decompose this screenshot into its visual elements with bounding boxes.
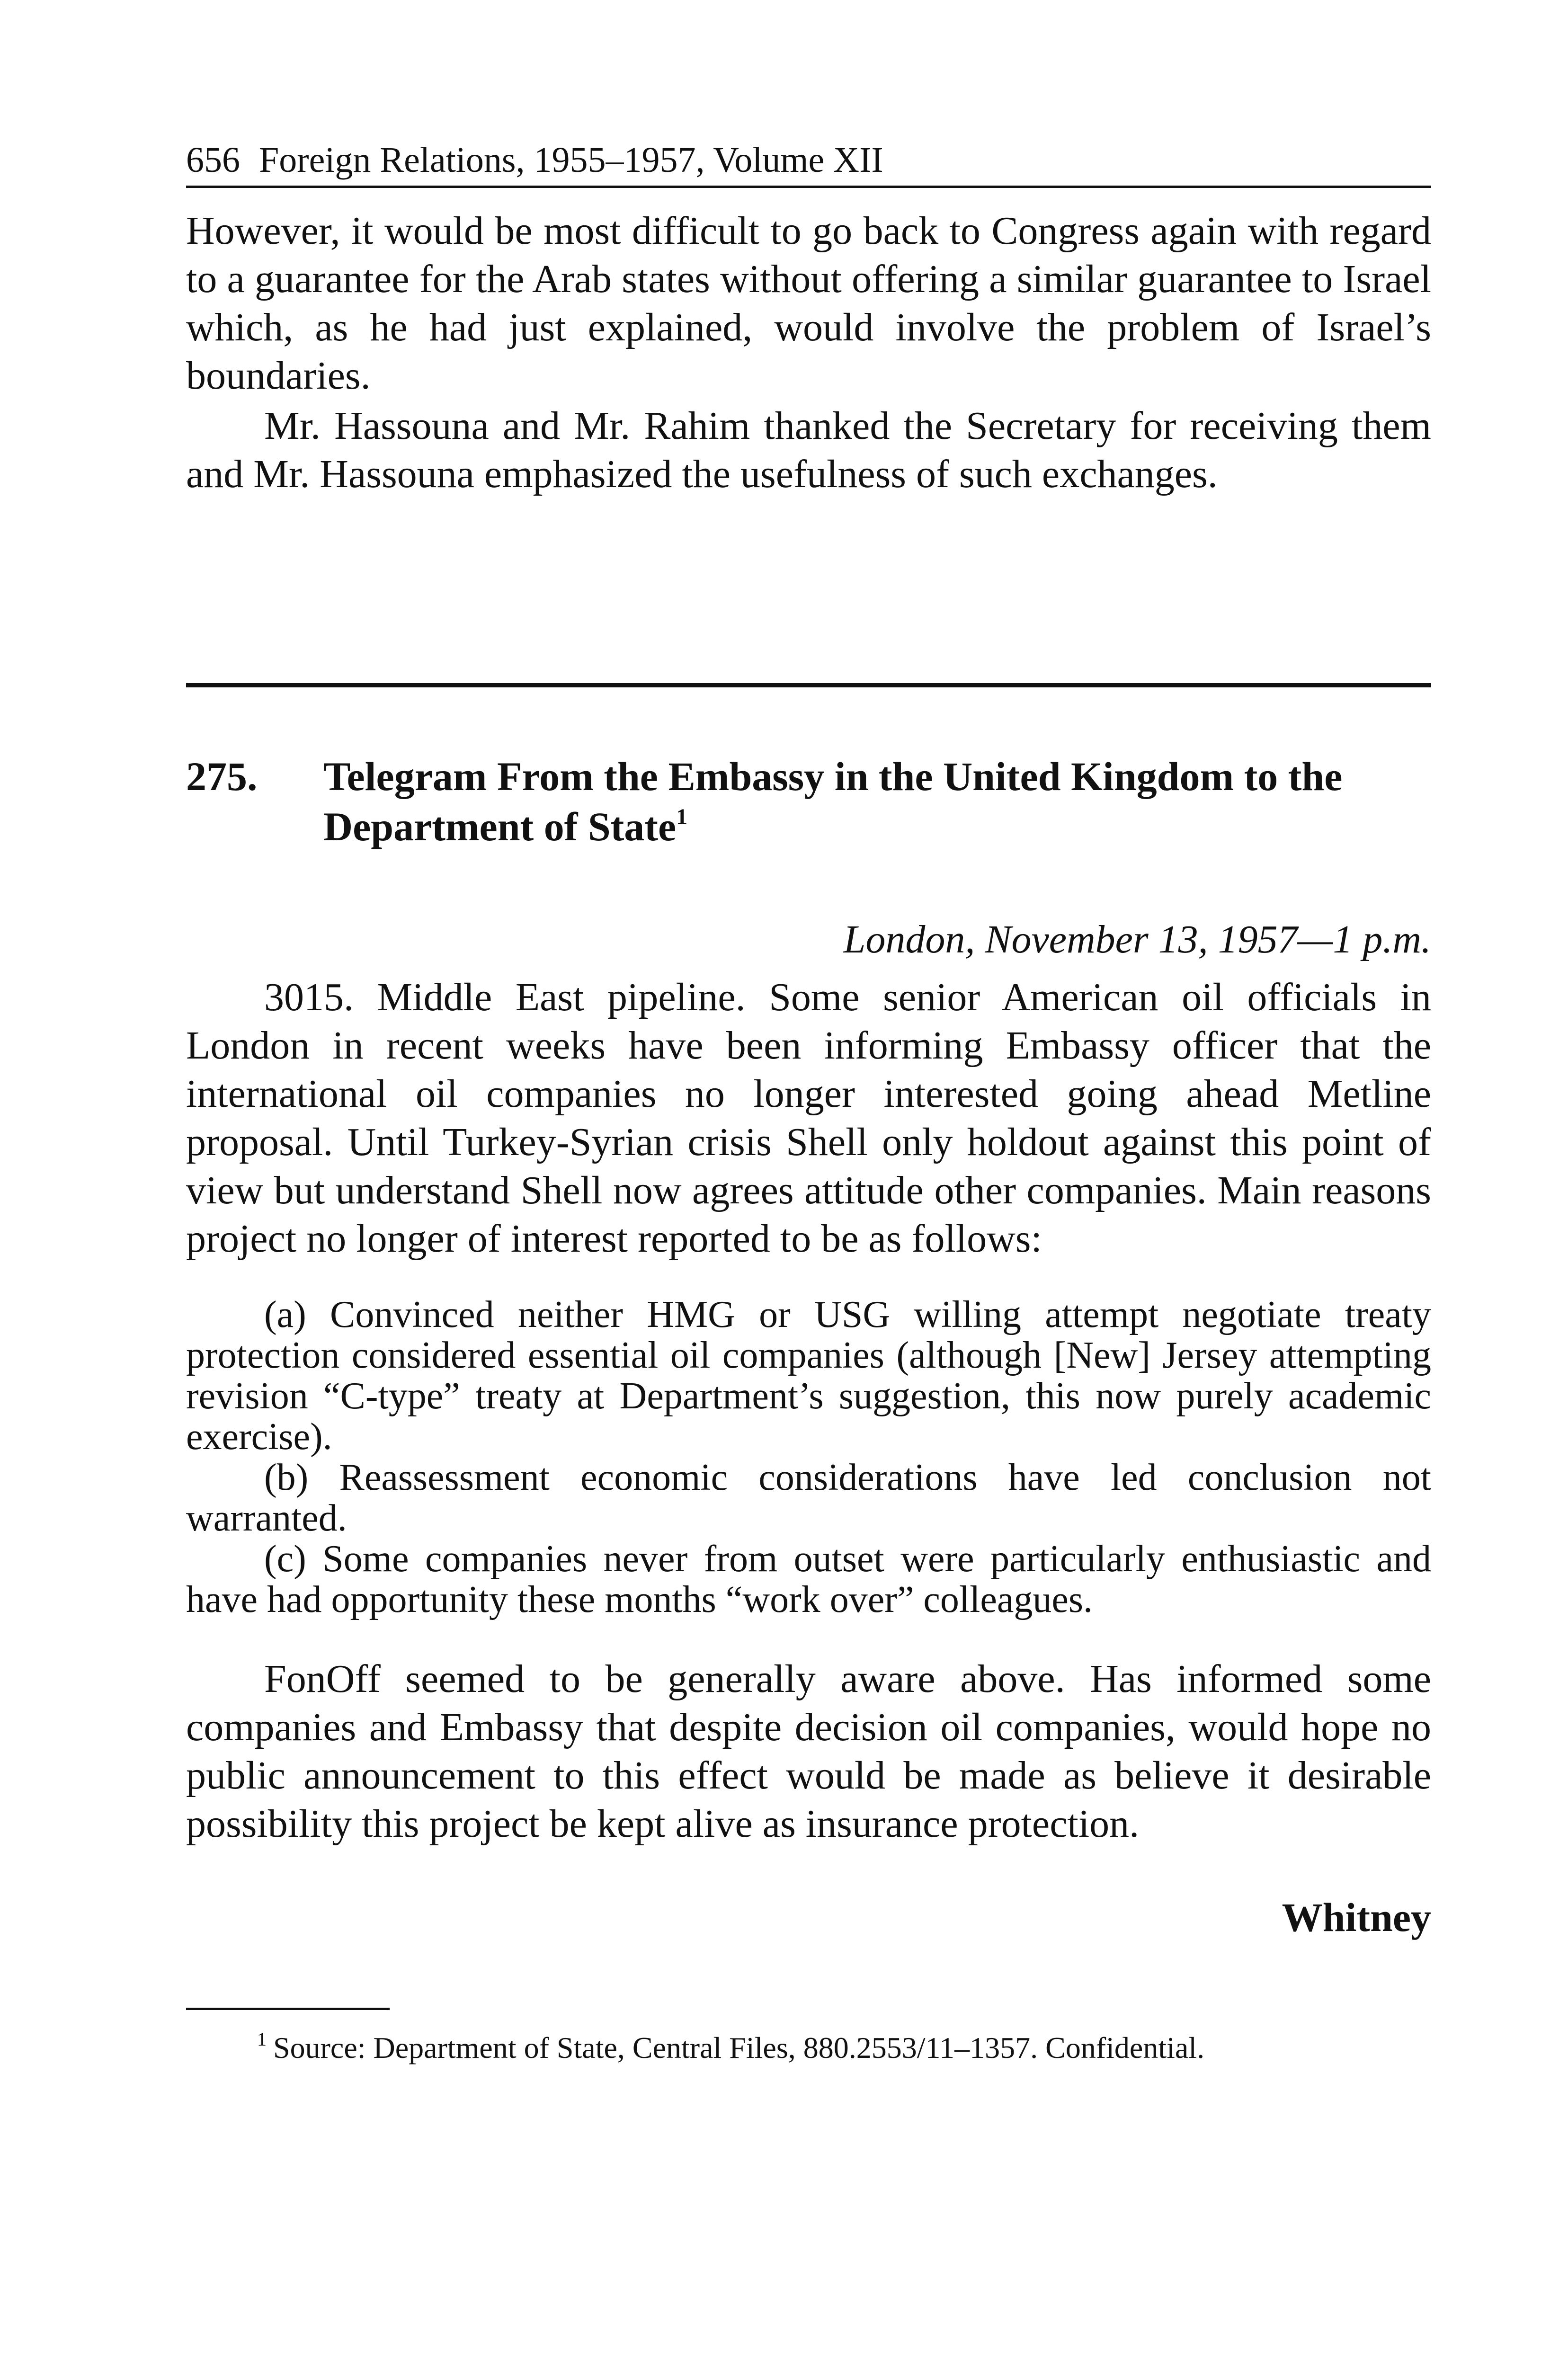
signature: Whitney <box>1282 1895 1431 1940</box>
reasons-list <box>186 1294 1431 1620</box>
list-item: (a) Convinced neither HMG or USG willing attempt negotiate treaty protection considered essential oil companies (although [New] Jersey attempting revision “C-type” treaty at Department’s suggestion, this now purely academic exercise). <box>186 1294 1431 1458</box>
footnote-text: Source: Department of State, Central Files, 880.2553/11–1357. Confidential. <box>273 2031 1205 2064</box>
footnote-reference[interactable]: 1 <box>676 804 688 829</box>
document-title: Telegram From the Embassy in the United Kingdom to the Department of State <box>323 754 1343 849</box>
document-number: 275. <box>186 754 258 799</box>
page-number: 656 <box>186 140 240 180</box>
volume-title: Foreign Relations, 1955–1957, Volume XII <box>259 140 883 180</box>
closing-paragraph: Mr. Hassouna and Mr. Rahim thanked the Secretary for receiving them and Mr. Hassouna emphasized the usefulness of such exchanges. <box>186 404 1431 496</box>
footnote-divider <box>186 2008 390 2010</box>
document-heading <box>186 751 1431 852</box>
telegram-body: 3015. Middle East pipeline. Some senior American oil officials in London in recent weeks have been informing Embassy officer that the international oil companies no longer interested going ahead Metline proposal. Until Turkey-Syrian crisis Shell only holdout against this point of view but understand Shell now agrees attitude other companies. Main reasons project no longer of interest reported to be as follows: <box>186 975 1431 1261</box>
running-head <box>186 137 1431 188</box>
fonoff-paragraph: FonOff seemed to be generally aware above. Has informed some companies and Embassy that despite decision oil companies, would hope no public announcement to this effect would be made as believe it desirable possibility this project be kept alive as insurance protection. <box>186 1657 1431 1846</box>
section-divider <box>186 683 1431 687</box>
dateline: London, November 13, 1957—1 p.m. <box>843 917 1431 961</box>
list-item: (b) Reassessment economic considerations have led conclusion not warranted. <box>186 1457 1431 1539</box>
list-item: (c) Some companies never from outset were particularly enthusiastic and have had opportunity these months “work over” colleagues. <box>186 1538 1431 1620</box>
carryover-paragraph: However, it would be most difficult to go back to Congress again with regard to a guarantee for the Arab states without offering a similar guarantee to Israel which, as he had just explained, would involve the problem of Israel’s boundaries. <box>186 209 1431 398</box>
document-page <box>186 137 1431 2067</box>
document-title-block <box>323 751 1431 852</box>
footnote-marker: 1 <box>257 2029 267 2050</box>
footnote <box>186 2029 1431 2067</box>
